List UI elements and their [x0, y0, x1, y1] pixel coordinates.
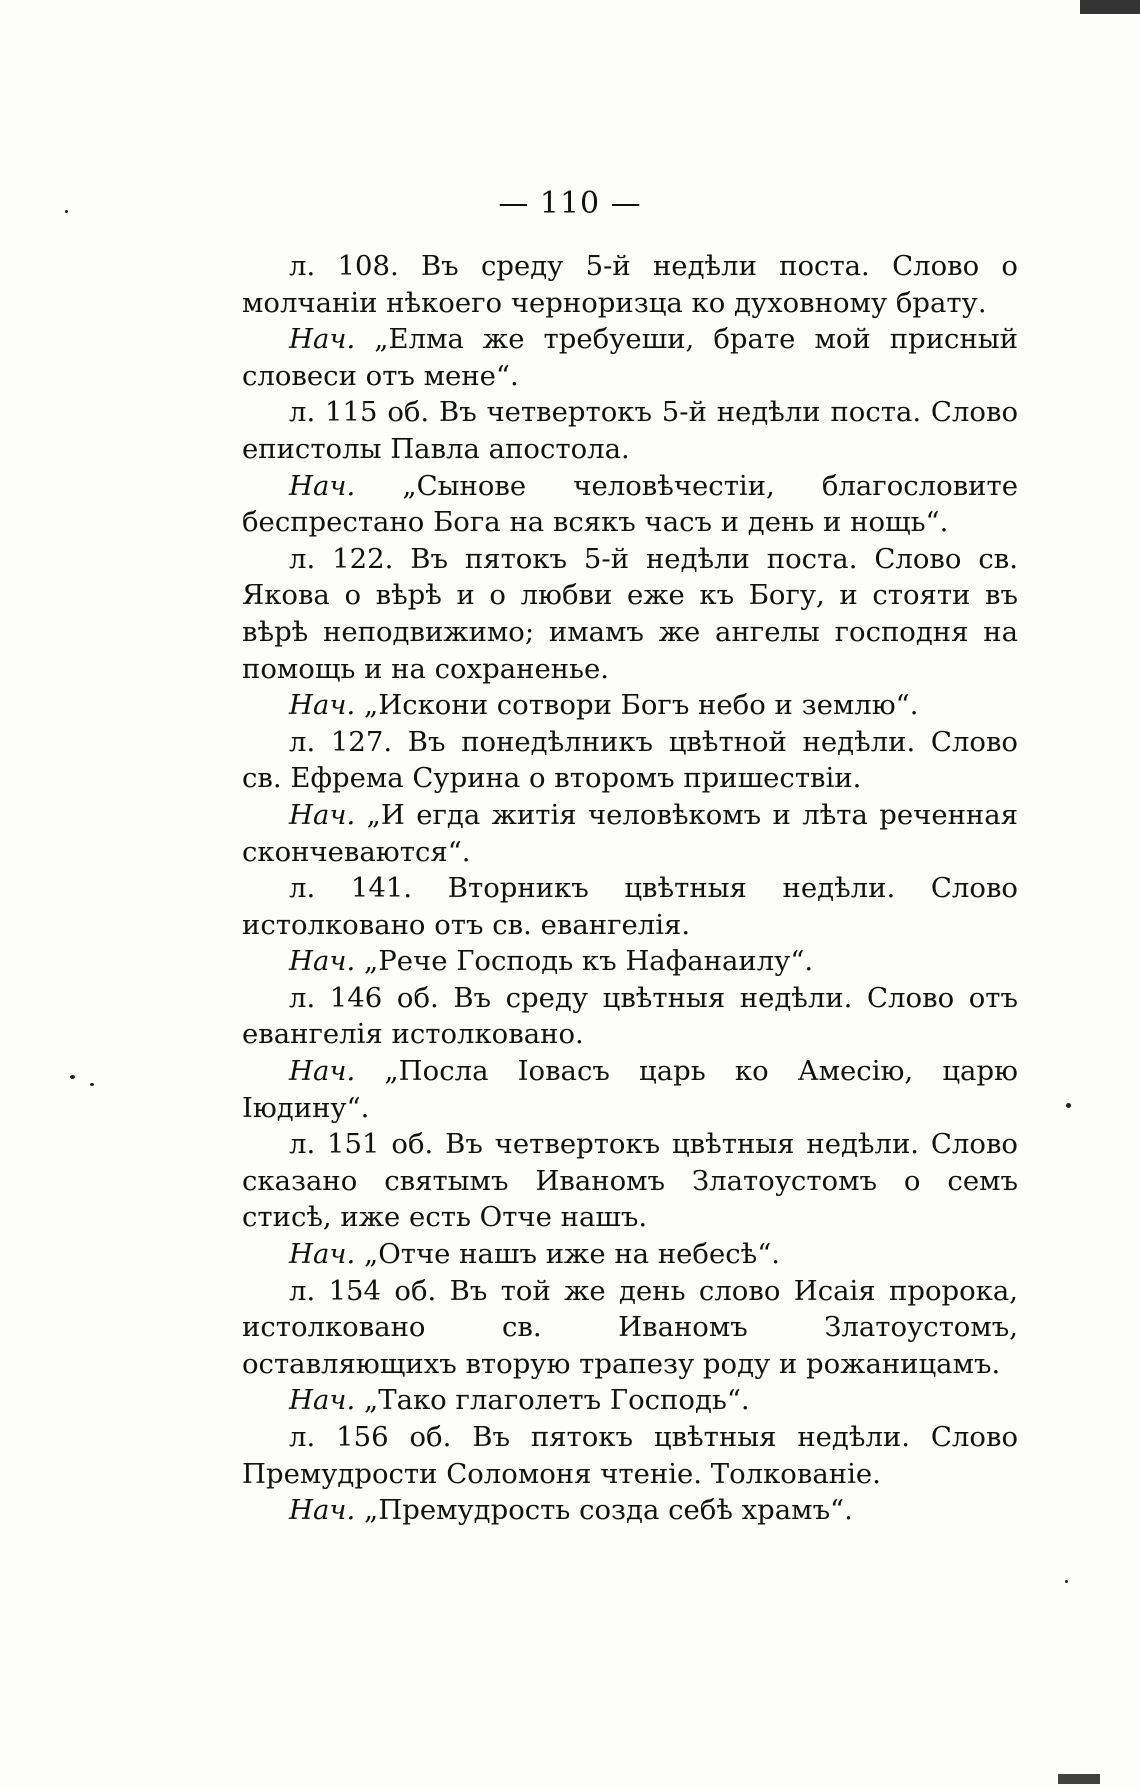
incipit-label: Нач. — [289, 323, 356, 356]
incipit-label: Нач. — [289, 1238, 356, 1271]
entry-incipit — [242, 1053, 1018, 1126]
entry-incipit — [242, 1382, 1018, 1419]
incipit-text: „Премудрость созда себѣ храмъ“. — [363, 1494, 853, 1527]
scan-speck — [90, 1083, 94, 1086]
incipit-text: „Тако глаголетъ Господь“. — [363, 1384, 750, 1417]
incipit-label: Нач. — [289, 689, 356, 722]
incipit-label: Нач. — [289, 945, 356, 978]
entry-leaf: л. 156 об. Въ пятокъ цвѣтныя недѣли. Слово Премудрости Соломоня чтенiе. Толкованiе. — [242, 1421, 1018, 1490]
entry-leaf: л. 127. Въ понедѣлникъ цвѣтной недѣли. Слово св. Ефрема Сурина о второмъ пришествiи. — [242, 725, 1018, 795]
incipit-text: „Рече Господь къ Нафанаилу“. — [363, 945, 814, 978]
scan-speck — [70, 1075, 75, 1079]
incipit-label: Нач. — [289, 1494, 356, 1527]
entry-leaf: л. 115 об. Въ четвертокъ 5-й недѣли поста. Слово епистолы Павла апостола. — [242, 396, 1018, 465]
entry-incipit — [242, 468, 1018, 541]
scan-speck — [65, 210, 68, 213]
entry-leaf: л. 146 об. Въ среду цвѣтныя недѣли. Слово отъ евангелiя истолковано. — [242, 981, 1018, 1051]
incipit-label: Нач. — [289, 1055, 356, 1088]
entry-leaf: л. 151 об. Въ четвертокъ цвѣтныя недѣли. Слово сказано святымъ Иваномъ Златоустомъ о семъ стисѣ, иже есть Отче нашъ. — [242, 1128, 1018, 1234]
incipit-text: „Отче нашъ иже на небесѣ“. — [363, 1238, 781, 1271]
incipit-text: „Искони сотвори Богъ небо и землю“. — [363, 689, 919, 722]
incipit-label: Нач. — [289, 1384, 356, 1417]
entry-leaf: л. 108. Въ среду 5-й недѣли поста. Слово о молчанiи нѣкоего черноризца ко духовному брату. — [242, 250, 1018, 319]
scan-artifact-top-right — [1080, 0, 1140, 14]
scan-speck — [1065, 1580, 1068, 1583]
scan-artifact-bottom-right — [1058, 1774, 1100, 1784]
incipit-label: Нач. — [289, 798, 356, 831]
entry-incipit — [242, 687, 1018, 724]
entry-incipit — [242, 321, 1018, 394]
entry-incipit — [242, 1492, 1018, 1529]
entry-leaf: л. 141. Вторникъ цвѣтныя недѣли. Слово истолковано отъ св. евангелiя. — [242, 872, 1018, 941]
entry-leaf: л. 122. Въ пятокъ 5-й недѣли поста. Слово св. Якова о вѣрѣ и о любви еже къ Богу, и стояти въ вѣрѣ неподвижимо; имамъ же ангелы господня на помощь и на сохраненье. — [242, 542, 1018, 685]
scan-speck — [1066, 1103, 1071, 1108]
catalog-text — [242, 248, 1018, 1529]
incipit-label: Нач. — [289, 469, 356, 502]
incipit-text: „Елма же требуеши, брате мой присный словеси отъ мене“. — [242, 323, 1018, 392]
entry-incipit — [242, 943, 1018, 980]
incipit-text: „Посла Iовасъ царь ко Амесiю, царю Iюдину“. — [242, 1055, 1018, 1124]
incipit-text: „И егда житiя человѣкомъ и лѣта реченная скончеваются“. — [242, 798, 1019, 868]
entry-incipit — [242, 1236, 1018, 1273]
incipit-text: „Сынове человѣчестiи, благословите беспрестано Бога на всякъ часъ и день и нощь“. — [242, 469, 1018, 539]
page-number: — 110 — — [498, 186, 642, 221]
entry-leaf: л. 154 об. Въ той же день слово Исаiя пророка, истолковано св. Иваномъ Златоустомъ, оставляющихъ вторую трапезу роду и рожаницамъ. — [242, 1274, 1018, 1380]
entry-incipit — [242, 797, 1018, 870]
